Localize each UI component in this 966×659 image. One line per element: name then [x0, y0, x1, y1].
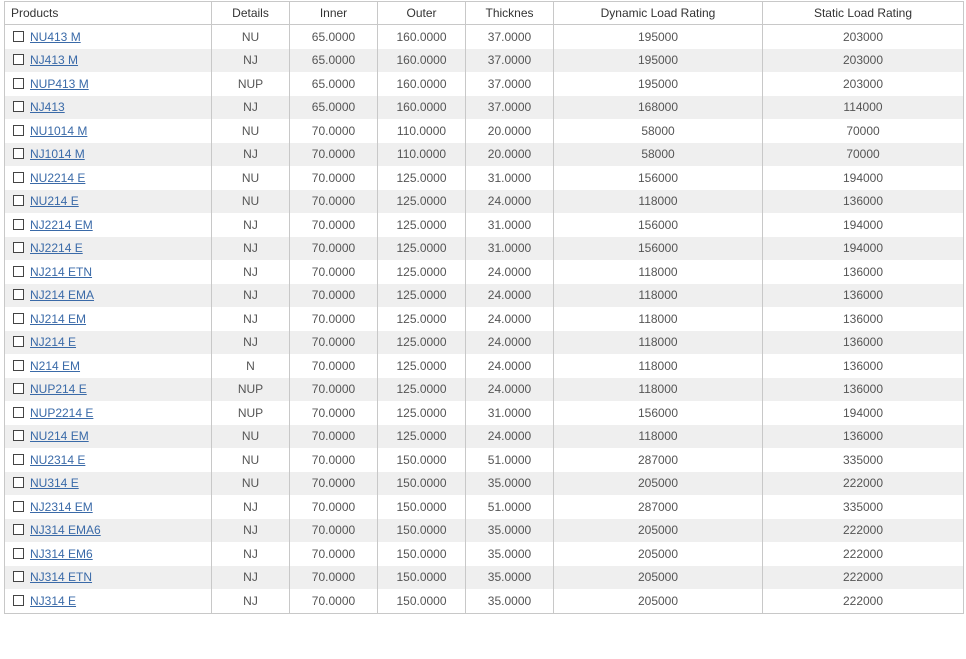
product-link[interactable]: NU1014 M [30, 123, 88, 138]
thickness-cell: 20.0000 [466, 143, 554, 167]
table-header-row [5, 2, 964, 25]
thickness-cell: 24.0000 [466, 378, 554, 402]
thickness-cell: 51.0000 [466, 448, 554, 472]
table-row [5, 96, 964, 120]
column-header-products: Products [5, 2, 212, 25]
inner-cell: 70.0000 [290, 307, 378, 331]
thickness-cell: 31.0000 [466, 213, 554, 237]
table-row [5, 472, 964, 496]
static-load-rating-cell: 194000 [763, 237, 964, 261]
product-link[interactable]: NJ314 EM6 [30, 546, 93, 561]
product-cell [5, 425, 212, 449]
dynamic-load-rating-cell: 118000 [554, 284, 763, 308]
product-link[interactable]: NU2214 E [30, 170, 86, 185]
product-link[interactable]: NJ2214 EM [30, 217, 93, 232]
details-cell: NJ [212, 542, 290, 566]
select-product-checkbox[interactable] [13, 219, 24, 230]
outer-cell: 125.0000 [378, 284, 466, 308]
table-row [5, 190, 964, 214]
outer-cell: 125.0000 [378, 237, 466, 261]
outer-cell: 125.0000 [378, 190, 466, 214]
thickness-cell: 24.0000 [466, 307, 554, 331]
dynamic-load-rating-cell: 156000 [554, 237, 763, 261]
product-cell [5, 190, 212, 214]
thickness-cell: 35.0000 [466, 566, 554, 590]
select-product-checkbox[interactable] [13, 501, 24, 512]
details-cell: NUP [212, 401, 290, 425]
inner-cell: 70.0000 [290, 166, 378, 190]
static-load-rating-cell: 114000 [763, 96, 964, 120]
details-cell: NU [212, 472, 290, 496]
details-cell: NJ [212, 566, 290, 590]
select-product-checkbox[interactable] [13, 78, 24, 89]
column-header-inner: Inner [290, 2, 378, 25]
thickness-cell: 51.0000 [466, 495, 554, 519]
product-link[interactable]: NU214 E [30, 194, 79, 209]
thickness-cell: 24.0000 [466, 260, 554, 284]
product-link[interactable]: NU413 M [30, 29, 81, 44]
dynamic-load-rating-cell: 118000 [554, 260, 763, 284]
dynamic-load-rating-cell: 118000 [554, 307, 763, 331]
product-cell [5, 472, 212, 496]
select-product-checkbox[interactable] [13, 313, 24, 324]
thickness-cell: 35.0000 [466, 589, 554, 613]
static-load-rating-cell: 203000 [763, 72, 964, 96]
product-link[interactable]: NJ214 EM [30, 311, 87, 326]
table-row [5, 401, 964, 425]
details-cell: NJ [212, 49, 290, 73]
thickness-cell: 24.0000 [466, 284, 554, 308]
inner-cell: 70.0000 [290, 472, 378, 496]
table-row [5, 260, 964, 284]
static-load-rating-cell: 136000 [763, 284, 964, 308]
details-cell: NJ [212, 96, 290, 120]
select-product-checkbox[interactable] [13, 266, 24, 277]
product-link[interactable]: NJ413 M [30, 53, 79, 68]
dynamic-load-rating-cell: 156000 [554, 166, 763, 190]
product-cell [5, 401, 212, 425]
outer-cell: 150.0000 [378, 448, 466, 472]
table-row [5, 49, 964, 73]
table-row [5, 566, 964, 590]
table-row [5, 143, 964, 167]
column-header-dynamic-load-rating: Dynamic Load Rating [554, 2, 763, 25]
column-header-thickness: Thicknes [466, 2, 554, 25]
outer-cell: 150.0000 [378, 542, 466, 566]
thickness-cell: 35.0000 [466, 542, 554, 566]
outer-cell: 160.0000 [378, 72, 466, 96]
product-link[interactable]: NU2314 E [30, 452, 86, 467]
product-link[interactable]: NJ314 EMA6 [30, 523, 101, 538]
thickness-cell: 35.0000 [466, 519, 554, 543]
outer-cell: 150.0000 [378, 589, 466, 613]
static-load-rating-cell: 222000 [763, 566, 964, 590]
details-cell: NJ [212, 495, 290, 519]
thickness-cell: 31.0000 [466, 166, 554, 190]
table-row [5, 542, 964, 566]
dynamic-load-rating-cell: 287000 [554, 495, 763, 519]
select-product-checkbox[interactable] [13, 571, 24, 582]
select-product-checkbox[interactable] [13, 148, 24, 159]
product-link[interactable]: NJ214 ETN [30, 264, 93, 279]
details-cell: NU [212, 119, 290, 143]
table-row [5, 25, 964, 49]
table-row [5, 354, 964, 378]
static-load-rating-cell: 70000 [763, 143, 964, 167]
dynamic-load-rating-cell: 287000 [554, 448, 763, 472]
product-cell [5, 96, 212, 120]
outer-cell: 125.0000 [378, 354, 466, 378]
thickness-cell: 24.0000 [466, 331, 554, 355]
details-cell: NJ [212, 260, 290, 284]
thickness-cell: 37.0000 [466, 49, 554, 73]
inner-cell: 70.0000 [290, 448, 378, 472]
product-link[interactable]: NJ314 E [30, 593, 77, 608]
dynamic-load-rating-cell: 118000 [554, 190, 763, 214]
outer-cell: 110.0000 [378, 119, 466, 143]
dynamic-load-rating-cell: 118000 [554, 331, 763, 355]
dynamic-load-rating-cell: 205000 [554, 542, 763, 566]
details-cell: NJ [212, 307, 290, 331]
product-link[interactable]: NUP214 E [30, 382, 87, 397]
details-cell: N [212, 354, 290, 378]
details-cell: NJ [212, 589, 290, 613]
product-link[interactable]: N214 EM [30, 358, 81, 373]
table-row [5, 237, 964, 261]
select-product-checkbox[interactable] [13, 524, 24, 535]
static-load-rating-cell: 222000 [763, 589, 964, 613]
static-load-rating-cell: 136000 [763, 190, 964, 214]
inner-cell: 70.0000 [290, 213, 378, 237]
product-cell [5, 166, 212, 190]
select-product-checkbox[interactable] [13, 31, 24, 42]
product-link[interactable]: NJ214 EMA [30, 288, 95, 303]
details-cell: NU [212, 166, 290, 190]
product-link[interactable]: NJ2314 EM [30, 499, 93, 514]
outer-cell: 125.0000 [378, 331, 466, 355]
table-row [5, 495, 964, 519]
product-cell [5, 143, 212, 167]
product-cell [5, 307, 212, 331]
inner-cell: 65.0000 [290, 49, 378, 73]
select-product-checkbox[interactable] [13, 595, 24, 606]
static-load-rating-cell: 203000 [763, 49, 964, 73]
outer-cell: 150.0000 [378, 495, 466, 519]
dynamic-load-rating-cell: 205000 [554, 472, 763, 496]
outer-cell: 125.0000 [378, 307, 466, 331]
static-load-rating-cell: 136000 [763, 331, 964, 355]
product-link[interactable]: NUP2214 E [30, 405, 94, 420]
details-cell: NUP [212, 72, 290, 96]
static-load-rating-cell: 222000 [763, 472, 964, 496]
product-cell [5, 589, 212, 613]
table-body [5, 25, 964, 614]
dynamic-load-rating-cell: 58000 [554, 143, 763, 167]
outer-cell: 125.0000 [378, 378, 466, 402]
inner-cell: 65.0000 [290, 96, 378, 120]
inner-cell: 70.0000 [290, 237, 378, 261]
details-cell: NU [212, 448, 290, 472]
thickness-cell: 37.0000 [466, 96, 554, 120]
products-table [4, 1, 964, 614]
static-load-rating-cell: 136000 [763, 354, 964, 378]
details-cell: NJ [212, 519, 290, 543]
dynamic-load-rating-cell: 205000 [554, 519, 763, 543]
dynamic-load-rating-cell: 205000 [554, 566, 763, 590]
static-load-rating-cell: 136000 [763, 307, 964, 331]
static-load-rating-cell: 203000 [763, 25, 964, 49]
select-product-checkbox[interactable] [13, 289, 24, 300]
product-link[interactable]: NJ314 ETN [30, 570, 93, 585]
dynamic-load-rating-cell: 195000 [554, 25, 763, 49]
inner-cell: 70.0000 [290, 425, 378, 449]
inner-cell: 65.0000 [290, 72, 378, 96]
details-cell: NJ [212, 237, 290, 261]
outer-cell: 150.0000 [378, 566, 466, 590]
thickness-cell: 24.0000 [466, 425, 554, 449]
dynamic-load-rating-cell: 156000 [554, 213, 763, 237]
inner-cell: 70.0000 [290, 284, 378, 308]
inner-cell: 70.0000 [290, 542, 378, 566]
static-load-rating-cell: 136000 [763, 260, 964, 284]
thickness-cell: 31.0000 [466, 237, 554, 261]
thickness-cell: 37.0000 [466, 25, 554, 49]
column-header-static-load-rating: Static Load Rating [763, 2, 964, 25]
static-load-rating-cell: 335000 [763, 495, 964, 519]
thickness-cell: 31.0000 [466, 401, 554, 425]
inner-cell: 70.0000 [290, 495, 378, 519]
table-row [5, 519, 964, 543]
inner-cell: 70.0000 [290, 401, 378, 425]
outer-cell: 160.0000 [378, 49, 466, 73]
product-link[interactable]: NUP413 M [30, 76, 89, 91]
static-load-rating-cell: 136000 [763, 425, 964, 449]
product-cell [5, 49, 212, 73]
product-link[interactable]: NJ1014 M [30, 147, 85, 162]
product-link[interactable]: NU314 E [30, 476, 79, 491]
select-product-checkbox[interactable] [13, 54, 24, 65]
column-header-details: Details [212, 2, 290, 25]
product-cell [5, 72, 212, 96]
outer-cell: 160.0000 [378, 96, 466, 120]
select-product-checkbox[interactable] [13, 430, 24, 441]
inner-cell: 70.0000 [290, 143, 378, 167]
inner-cell: 70.0000 [290, 519, 378, 543]
outer-cell: 110.0000 [378, 143, 466, 167]
details-cell: NU [212, 25, 290, 49]
select-product-checkbox[interactable] [13, 195, 24, 206]
inner-cell: 65.0000 [290, 25, 378, 49]
thickness-cell: 24.0000 [466, 190, 554, 214]
product-link[interactable]: NJ2214 E [30, 241, 83, 256]
outer-cell: 125.0000 [378, 213, 466, 237]
thickness-cell: 35.0000 [466, 472, 554, 496]
table-row [5, 378, 964, 402]
details-cell: NUP [212, 378, 290, 402]
product-cell [5, 448, 212, 472]
product-cell [5, 260, 212, 284]
table-row [5, 331, 964, 355]
table-row [5, 425, 964, 449]
dynamic-load-rating-cell: 156000 [554, 401, 763, 425]
static-load-rating-cell: 70000 [763, 119, 964, 143]
table-row [5, 119, 964, 143]
select-product-checkbox[interactable] [13, 172, 24, 183]
static-load-rating-cell: 222000 [763, 519, 964, 543]
dynamic-load-rating-cell: 168000 [554, 96, 763, 120]
table-row [5, 166, 964, 190]
inner-cell: 70.0000 [290, 589, 378, 613]
thickness-cell: 24.0000 [466, 354, 554, 378]
static-load-rating-cell: 194000 [763, 166, 964, 190]
select-product-checkbox[interactable] [13, 360, 24, 371]
table-row [5, 284, 964, 308]
select-product-checkbox[interactable] [13, 125, 24, 136]
product-cell [5, 378, 212, 402]
details-cell: NJ [212, 143, 290, 167]
table-row [5, 72, 964, 96]
static-load-rating-cell: 335000 [763, 448, 964, 472]
dynamic-load-rating-cell: 195000 [554, 72, 763, 96]
inner-cell: 70.0000 [290, 566, 378, 590]
inner-cell: 70.0000 [290, 119, 378, 143]
table-row [5, 213, 964, 237]
outer-cell: 160.0000 [378, 25, 466, 49]
outer-cell: 125.0000 [378, 260, 466, 284]
static-load-rating-cell: 222000 [763, 542, 964, 566]
details-cell: NJ [212, 331, 290, 355]
product-cell [5, 237, 212, 261]
inner-cell: 70.0000 [290, 331, 378, 355]
inner-cell: 70.0000 [290, 378, 378, 402]
table-row [5, 307, 964, 331]
product-cell [5, 25, 212, 49]
static-load-rating-cell: 136000 [763, 378, 964, 402]
inner-cell: 70.0000 [290, 260, 378, 284]
outer-cell: 150.0000 [378, 472, 466, 496]
product-link[interactable]: NU214 EM [30, 429, 89, 444]
dynamic-load-rating-cell: 195000 [554, 49, 763, 73]
outer-cell: 150.0000 [378, 519, 466, 543]
select-product-checkbox[interactable] [13, 383, 24, 394]
outer-cell: 125.0000 [378, 401, 466, 425]
dynamic-load-rating-cell: 118000 [554, 425, 763, 449]
details-cell: NJ [212, 284, 290, 308]
product-cell [5, 542, 212, 566]
select-product-checkbox[interactable] [13, 407, 24, 418]
product-cell [5, 284, 212, 308]
details-cell: NJ [212, 213, 290, 237]
product-cell [5, 354, 212, 378]
select-product-checkbox[interactable] [13, 336, 24, 347]
dynamic-load-rating-cell: 118000 [554, 378, 763, 402]
details-cell: NU [212, 190, 290, 214]
dynamic-load-rating-cell: 205000 [554, 589, 763, 613]
select-product-checkbox[interactable] [13, 101, 24, 112]
product-cell [5, 213, 212, 237]
product-cell [5, 495, 212, 519]
select-product-checkbox[interactable] [13, 454, 24, 465]
outer-cell: 125.0000 [378, 425, 466, 449]
static-load-rating-cell: 194000 [763, 401, 964, 425]
select-product-checkbox[interactable] [13, 242, 24, 253]
details-cell: NU [212, 425, 290, 449]
table-row [5, 589, 964, 613]
table-row [5, 448, 964, 472]
dynamic-load-rating-cell: 118000 [554, 354, 763, 378]
thickness-cell: 20.0000 [466, 119, 554, 143]
dynamic-load-rating-cell: 58000 [554, 119, 763, 143]
static-load-rating-cell: 194000 [763, 213, 964, 237]
inner-cell: 70.0000 [290, 190, 378, 214]
inner-cell: 70.0000 [290, 354, 378, 378]
select-product-checkbox[interactable] [13, 477, 24, 488]
product-link[interactable]: NJ413 [30, 100, 65, 115]
product-cell [5, 119, 212, 143]
select-product-checkbox[interactable] [13, 548, 24, 559]
outer-cell: 125.0000 [378, 166, 466, 190]
thickness-cell: 37.0000 [466, 72, 554, 96]
product-cell [5, 566, 212, 590]
product-link[interactable]: NJ214 E [30, 335, 77, 350]
product-cell [5, 331, 212, 355]
product-cell [5, 519, 212, 543]
column-header-outer: Outer [378, 2, 466, 25]
